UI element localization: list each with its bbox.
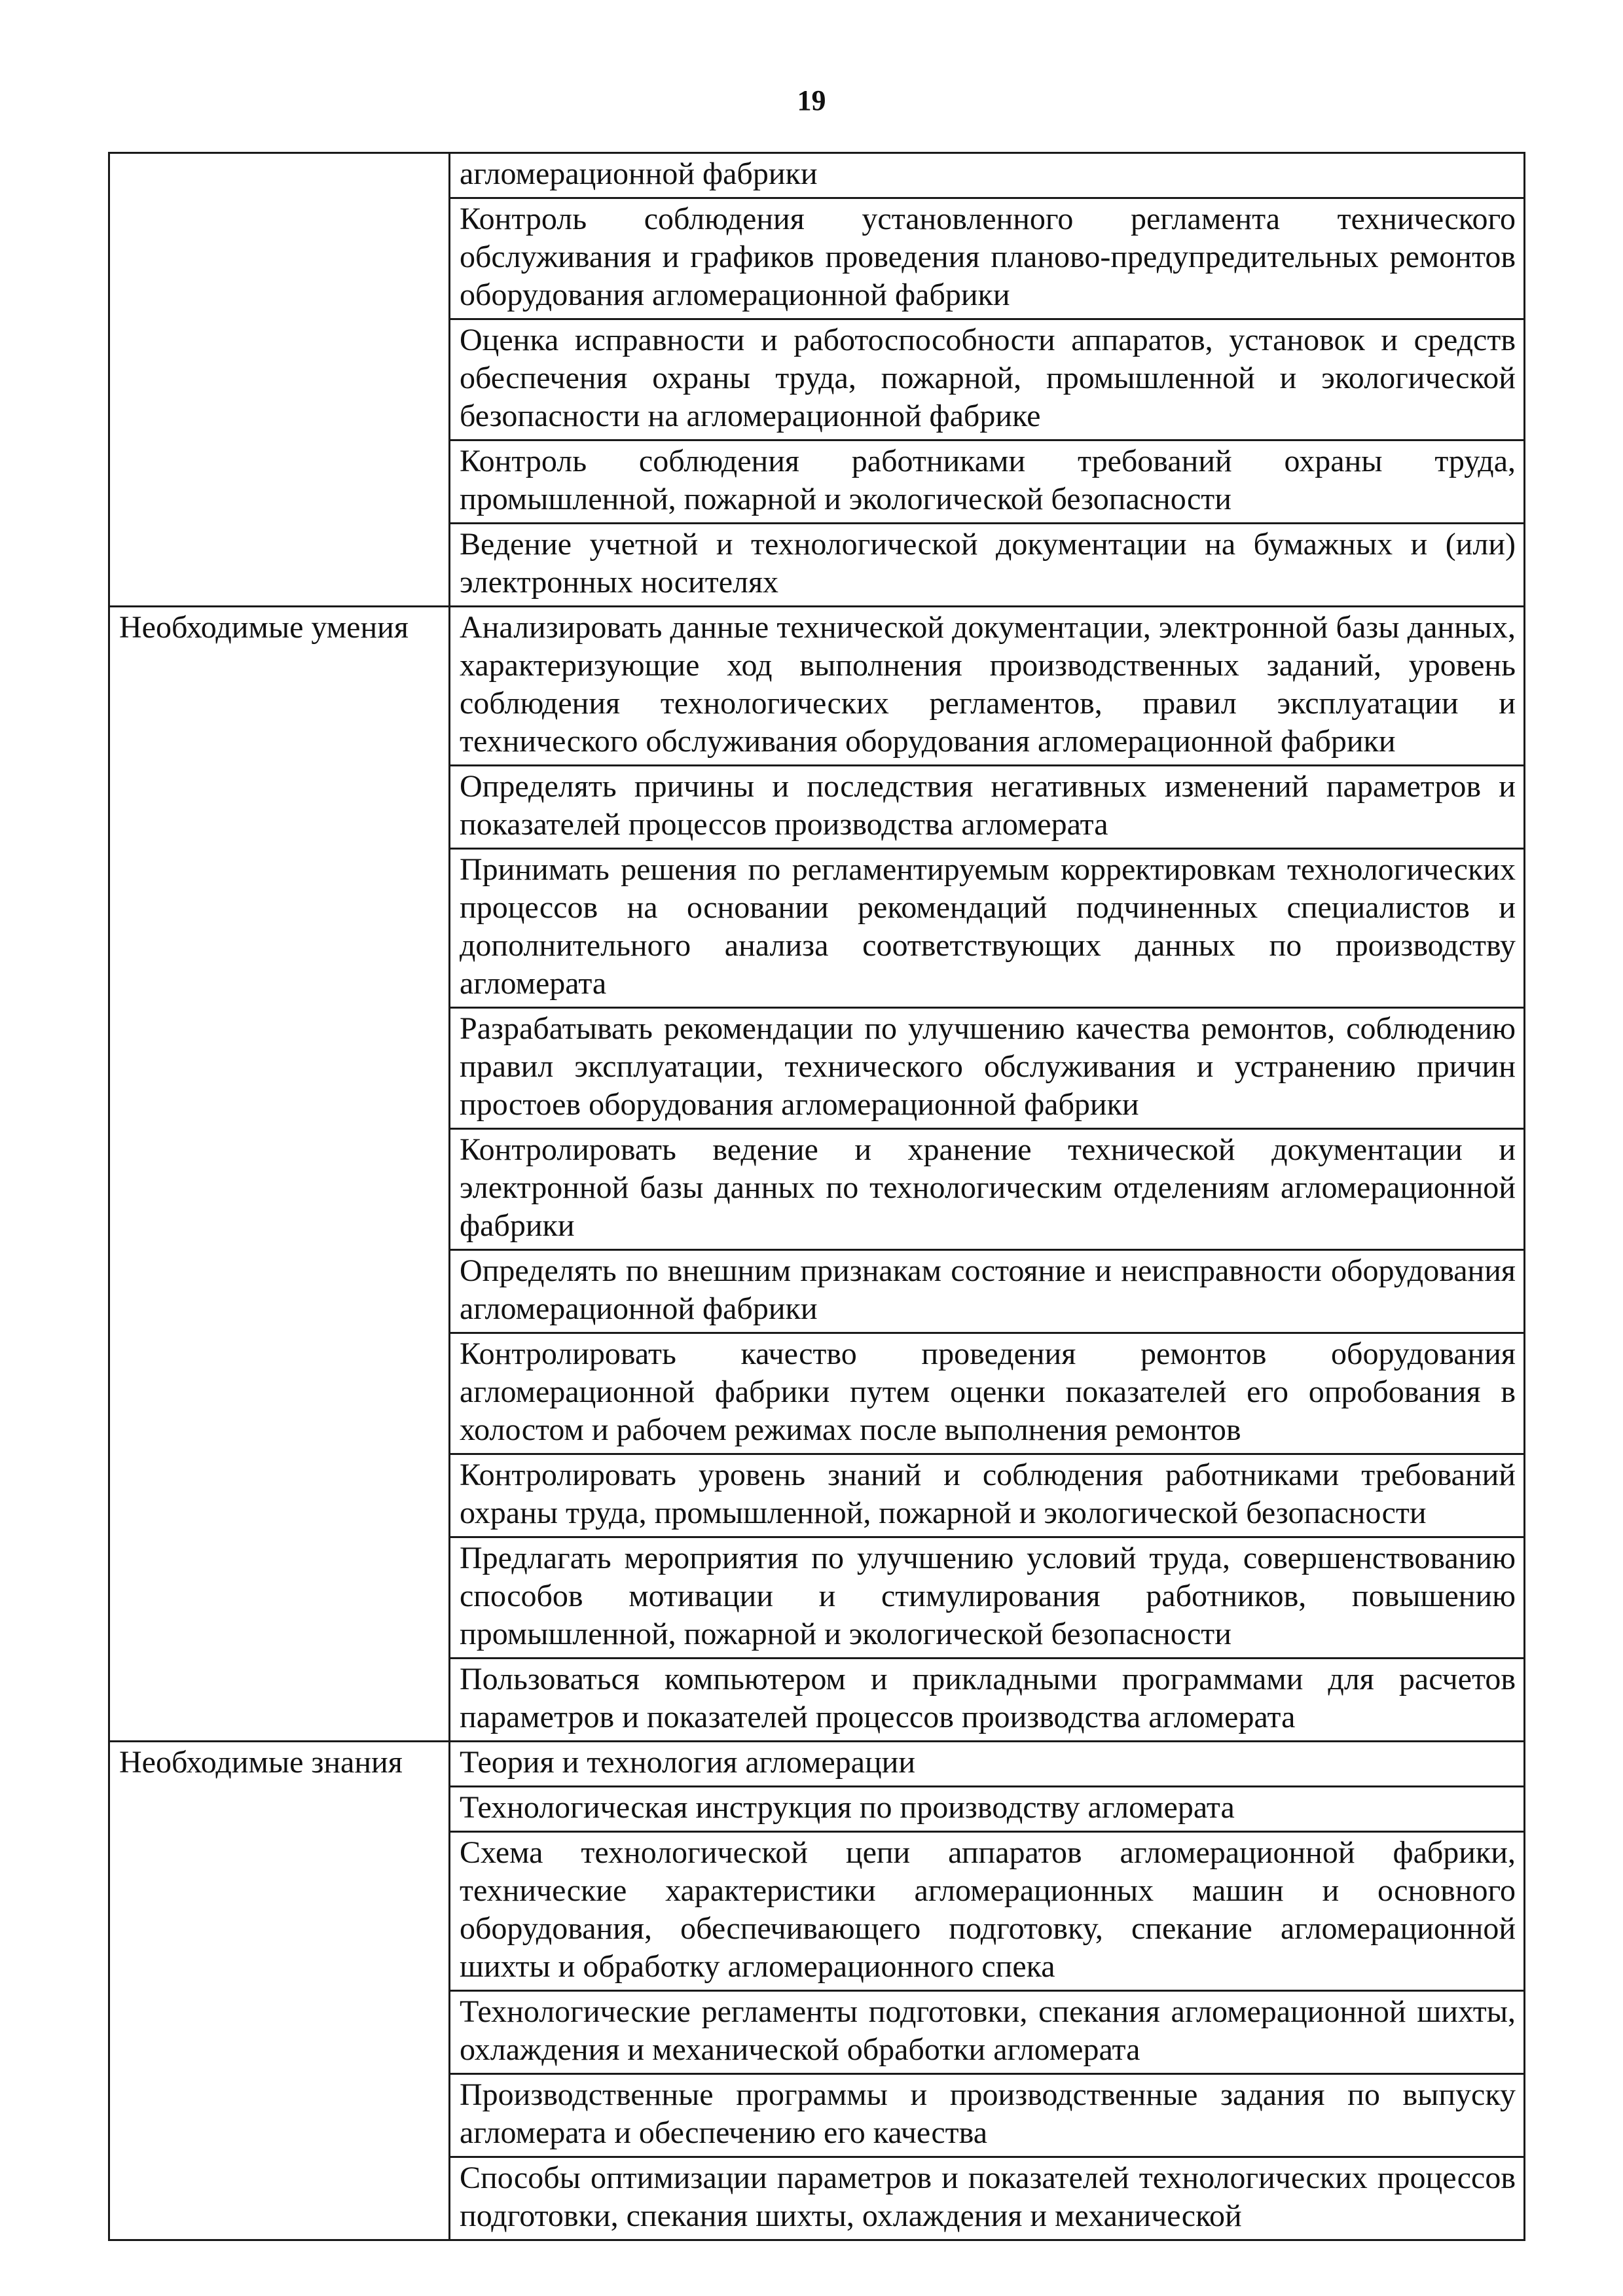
table-cell: Определять причины и последствия негативных изменений параметров и показателей процессов производства агломерата (450, 766, 1525, 849)
table-cell: Оценка исправности и работоспособности аппаратов, установок и средств обеспечения охраны труда, пожарной, промышленной и экологической безопасности на агломерационной фабрике (450, 319, 1525, 440)
section-label-skills: Необходимые умения (109, 607, 450, 1742)
table-cell: Ведение учетной и технологической документации на бумажных и (или) электронных носителях (450, 524, 1525, 607)
table-cell: Предлагать мероприятия по улучшению условий труда, совершенствованию способов мотивации и стимулирования работников, повышению промышленной, пожарной и экологической безопасности (450, 1537, 1525, 1659)
table-cell: Контроль соблюдения работниками требований охраны труда, промышленной, пожарной и экологической безопасности (450, 440, 1525, 524)
page-number: 19 (797, 84, 826, 117)
table-cell: Производственные программы и производственные задания по выпуску агломерата и обеспечению его качества (450, 2074, 1525, 2157)
table-cell: Контролировать качество проведения ремонтов оборудования агломерационной фабрики путем оценки показателей его опробования в холостом и рабочем режимах после выполнения ремонтов (450, 1333, 1525, 1454)
table-cell: Контроль соблюдения установленного регламента технического обслуживания и графиков проведения планово-предупредительных ремонтов оборудования агломерационной фабрики (450, 198, 1525, 319)
table-cell: Анализировать данные технической документации, электронной базы данных, характеризующие ход выполнения производственных заданий, уровень соблюдения технологических регламентов, правил эксплуатации и технического обслуживания оборудования агломерационной фабрики (450, 607, 1525, 766)
table-cell: агломерационной фабрики (450, 153, 1525, 198)
table-cell: Технологическая инструкция по производству агломерата (450, 1787, 1525, 1832)
table-cell: Определять по внешним признакам состояние и неисправности оборудования агломерационной фабрики (450, 1250, 1525, 1333)
section-label (109, 153, 450, 607)
table-cell: Принимать решения по регламентируемым корректировкам технологических процессов на основании рекомендаций подчиненных специалистов и дополнительного анализа соответствующих данных по производству агломерата (450, 849, 1525, 1008)
table-cell: Теория и технология агломерации (450, 1742, 1525, 1787)
table-cell: Схема технологической цепи аппаратов агломерационной фабрики, технические характеристики агломерационных машин и основного оборудования, обеспечивающего подготовку, спекание агломерационной шихты и обработку агломерационного спека (450, 1832, 1525, 1991)
table-row (109, 153, 1525, 198)
table-cell: Контролировать ведение и хранение технической документации и электронной базы данных по технологическим отделениям агломерационной фабрики (450, 1129, 1525, 1250)
table-cell: Способы оптимизации параметров и показателей технологических процессов подготовки, спекания шихты, охлаждения и механической (450, 2157, 1525, 2240)
table-cell: Пользоваться компьютером и прикладными программами для расчетов параметров и показателей процессов производства агломерата (450, 1659, 1525, 1742)
table-row (109, 1742, 1525, 1787)
table-cell: Контролировать уровень знаний и соблюдения работниками требований охраны труда, промышленной, пожарной и экологической безопасности (450, 1454, 1525, 1537)
table-cell: Технологические регламенты подготовки, спекания агломерационной шихты, охлаждения и механической обработки агломерата (450, 1991, 1525, 2074)
table-body (109, 153, 1525, 2240)
table-cell: Разрабатывать рекомендации по улучшению качества ремонтов, соблюдению правил эксплуатации, технического обслуживания и устранению причин простоев оборудования агломерационной фабрики (450, 1008, 1525, 1129)
requirements-table (108, 152, 1525, 2241)
section-label-knowledge: Необходимые знания (109, 1742, 450, 2240)
table-row (109, 607, 1525, 766)
